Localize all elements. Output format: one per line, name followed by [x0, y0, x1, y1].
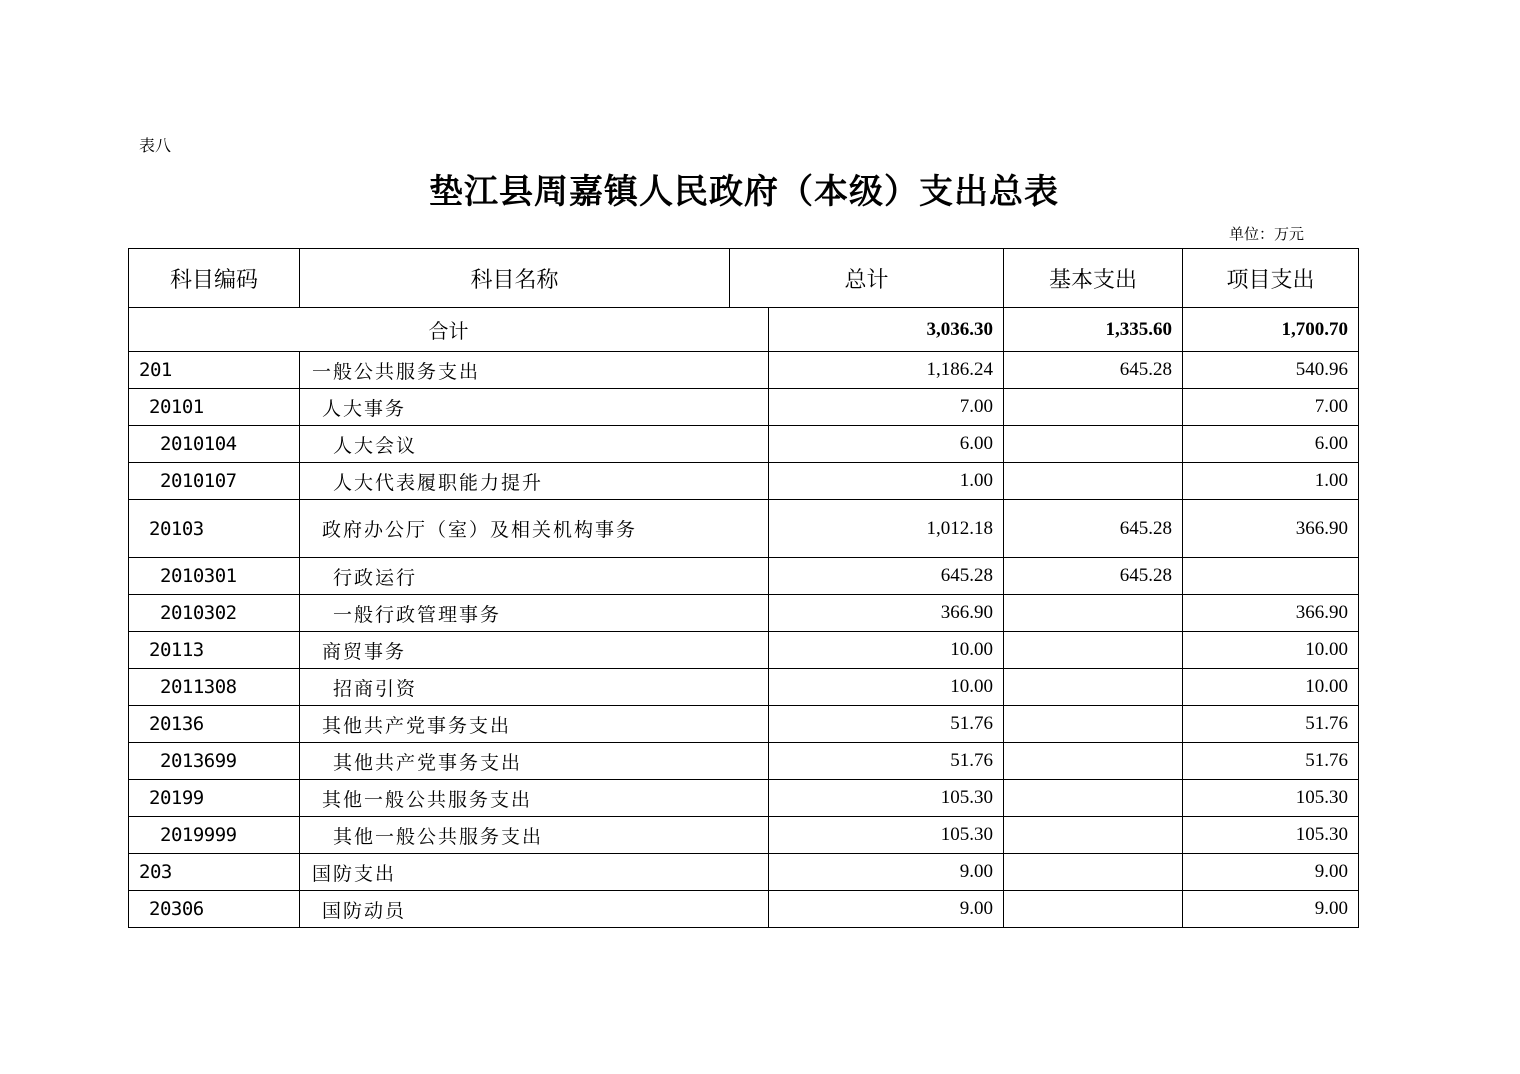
row-project: 366.90	[1183, 500, 1359, 558]
total-amount: 3,036.30	[769, 308, 1004, 352]
row-total: 10.00	[769, 669, 1004, 706]
row-name: 国防动员	[300, 891, 769, 928]
total-project: 1,700.70	[1183, 308, 1359, 352]
row-project: 105.30	[1183, 817, 1359, 854]
header-name: 科目名称	[300, 249, 730, 308]
table-row	[129, 352, 1359, 389]
row-name: 一般公共服务支出	[300, 352, 769, 389]
row-code: 20113	[129, 632, 300, 669]
row-code: 20103	[129, 500, 300, 558]
row-basic	[1004, 426, 1183, 463]
row-code: 2011308	[129, 669, 300, 706]
row-basic: 645.28	[1004, 352, 1183, 389]
row-project: 51.76	[1183, 743, 1359, 780]
table-row	[129, 669, 1359, 706]
row-total: 1,012.18	[769, 500, 1004, 558]
row-basic	[1004, 463, 1183, 500]
header-row	[129, 249, 1359, 308]
row-basic: 645.28	[1004, 558, 1183, 595]
row-code: 2013699	[129, 743, 300, 780]
expenditure-table	[128, 307, 1359, 928]
table-row	[129, 743, 1359, 780]
row-code: 203	[129, 854, 300, 891]
header-basic: 基本支出	[1004, 249, 1183, 308]
table-row	[129, 500, 1359, 558]
row-basic	[1004, 706, 1183, 743]
table-row	[129, 463, 1359, 500]
row-basic	[1004, 595, 1183, 632]
row-code: 2010302	[129, 595, 300, 632]
row-name: 人大会议	[300, 426, 769, 463]
row-code: 20136	[129, 706, 300, 743]
row-total: 645.28	[769, 558, 1004, 595]
row-project: 366.90	[1183, 595, 1359, 632]
total-basic: 1,335.60	[1004, 308, 1183, 352]
row-name: 行政运行	[300, 558, 769, 595]
row-basic	[1004, 743, 1183, 780]
row-name: 商贸事务	[300, 632, 769, 669]
row-code: 201	[129, 352, 300, 389]
row-project: 1.00	[1183, 463, 1359, 500]
row-name: 招商引资	[300, 669, 769, 706]
row-code: 20199	[129, 780, 300, 817]
row-basic	[1004, 632, 1183, 669]
table-row	[129, 891, 1359, 928]
row-basic	[1004, 854, 1183, 891]
row-name: 一般行政管理事务	[300, 595, 769, 632]
row-total: 9.00	[769, 891, 1004, 928]
table-row	[129, 632, 1359, 669]
row-project: 10.00	[1183, 632, 1359, 669]
row-project: 6.00	[1183, 426, 1359, 463]
header-code: 科目编码	[129, 249, 300, 308]
unit-label: 单位：万元	[1229, 225, 1305, 243]
row-code: 2019999	[129, 817, 300, 854]
row-total: 1,186.24	[769, 352, 1004, 389]
row-basic	[1004, 389, 1183, 426]
table-row	[129, 426, 1359, 463]
row-project: 51.76	[1183, 706, 1359, 743]
row-basic	[1004, 817, 1183, 854]
table-row	[129, 595, 1359, 632]
row-name: 其他一般公共服务支出	[300, 780, 769, 817]
table-row	[129, 706, 1359, 743]
row-total: 105.30	[769, 817, 1004, 854]
row-project: 9.00	[1183, 854, 1359, 891]
row-project: 540.96	[1183, 352, 1359, 389]
row-project: 7.00	[1183, 389, 1359, 426]
row-name: 其他共产党事务支出	[300, 706, 769, 743]
row-name: 其他一般公共服务支出	[300, 817, 769, 854]
row-total: 9.00	[769, 854, 1004, 891]
row-total: 51.76	[769, 706, 1004, 743]
table-row	[129, 780, 1359, 817]
row-code: 20101	[129, 389, 300, 426]
row-name: 人大事务	[300, 389, 769, 426]
row-total: 10.00	[769, 632, 1004, 669]
row-basic	[1004, 780, 1183, 817]
row-basic	[1004, 669, 1183, 706]
row-code: 20306	[129, 891, 300, 928]
row-basic: 645.28	[1004, 500, 1183, 558]
row-name: 国防支出	[300, 854, 769, 891]
table-header	[128, 248, 1359, 308]
document-title: 垫江县周嘉镇人民政府（本级）支出总表	[429, 172, 1059, 212]
table-row	[129, 389, 1359, 426]
row-name: 政府办公厅（室）及相关机构事务	[300, 500, 769, 558]
row-basic	[1004, 891, 1183, 928]
row-total: 366.90	[769, 595, 1004, 632]
table-number-label: 表八	[139, 136, 172, 155]
table-row	[129, 854, 1359, 891]
row-project	[1183, 558, 1359, 595]
row-project: 9.00	[1183, 891, 1359, 928]
row-total: 7.00	[769, 389, 1004, 426]
total-label: 合计	[129, 308, 769, 352]
row-total: 6.00	[769, 426, 1004, 463]
row-project: 105.30	[1183, 780, 1359, 817]
row-project: 10.00	[1183, 669, 1359, 706]
row-code: 2010301	[129, 558, 300, 595]
row-name: 其他共产党事务支出	[300, 743, 769, 780]
row-total: 51.76	[769, 743, 1004, 780]
row-total: 105.30	[769, 780, 1004, 817]
total-row	[129, 308, 1359, 352]
row-code: 2010107	[129, 463, 300, 500]
header-total: 总计	[730, 249, 1004, 308]
row-name: 人大代表履职能力提升	[300, 463, 769, 500]
header-project: 项目支出	[1183, 249, 1359, 308]
row-total: 1.00	[769, 463, 1004, 500]
table-row	[129, 817, 1359, 854]
table-row	[129, 558, 1359, 595]
row-code: 2010104	[129, 426, 300, 463]
